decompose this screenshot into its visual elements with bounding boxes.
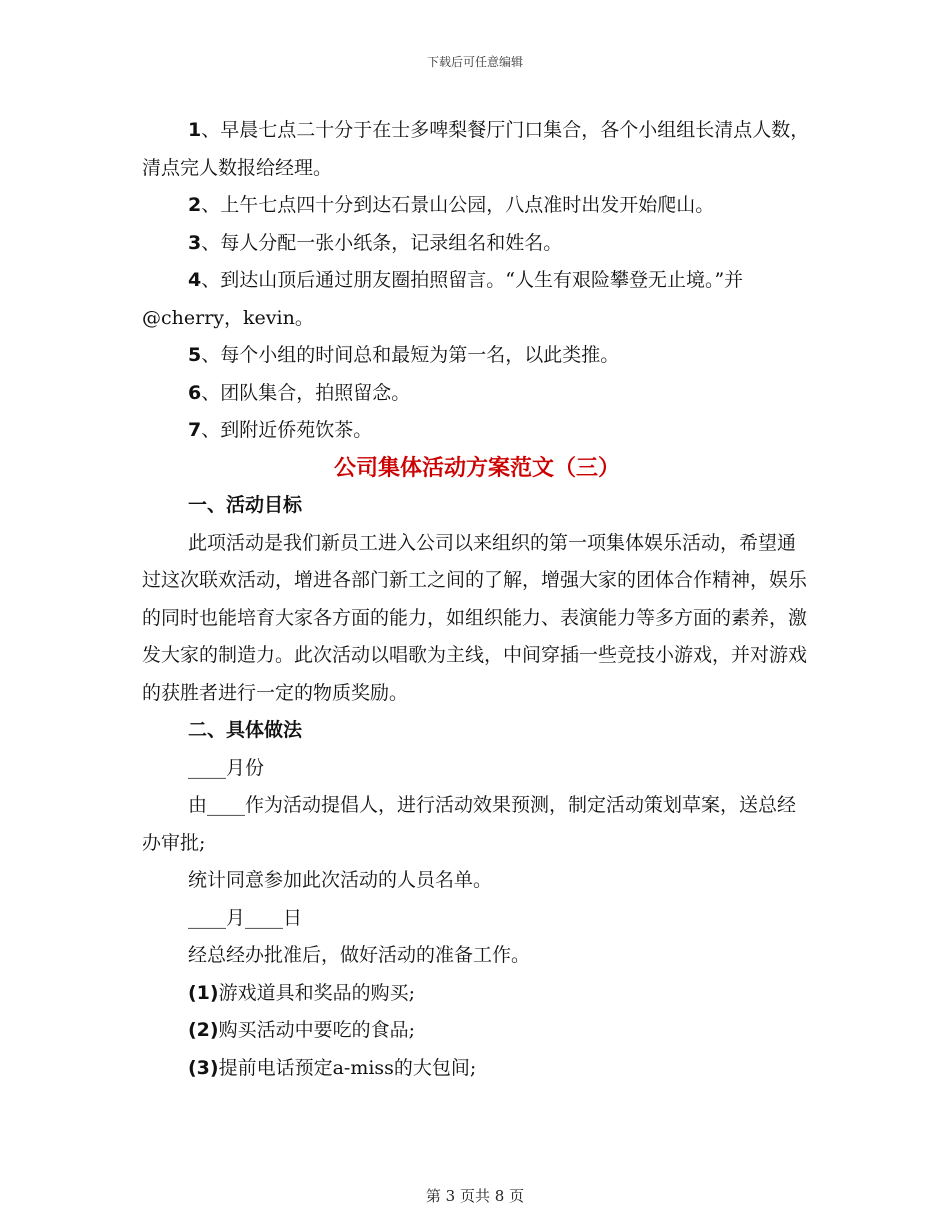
list-item-text: 、上午七点四十分到达石景山公园，八点准时出发开始爬山。 bbox=[201, 194, 715, 216]
list-item bbox=[142, 112, 812, 187]
list-item bbox=[142, 262, 812, 337]
list-item bbox=[142, 375, 812, 413]
list-item bbox=[142, 412, 812, 450]
list-item-number: 4 bbox=[188, 269, 202, 291]
sub-list-item bbox=[142, 1050, 812, 1088]
list-item-text: 、到附近侨苑饮茶。 bbox=[201, 419, 373, 441]
section-title: 公司集体活动方案范文（三） bbox=[333, 454, 620, 481]
sub-list-item bbox=[142, 1012, 812, 1050]
list-item-text: 、每人分配一张小纸条，记录组名和姓名。 bbox=[201, 231, 563, 254]
list-item-number: 1 bbox=[188, 119, 202, 141]
document-body bbox=[142, 112, 812, 1087]
list-item-text: 、早晨七点二十分于在士多啤梨餐厅门口集合，各个小组组长清点人数，清点完人数报给经理。 bbox=[142, 119, 810, 179]
paragraph: 此项活动是我们新员工进入公司以来组织的第一项集体娱乐活动，希望通过这次联欢活动，增进各部门新工之间的了解，增强大家的团体合作精神，娱乐的同时也能培育大家各方面的能力，如组织能力、表演能力等多方面的素养，激发大家的制造力。此次活动以唱歌为主线，中间穿插一些竞技小游戏，并对游戏的获胜者进行一定的物质奖励。 bbox=[142, 531, 808, 704]
section-heading: 一、活动目标 bbox=[188, 494, 303, 516]
paragraph-line: ____月____日 bbox=[188, 906, 303, 929]
sub-list-item-number: (2) bbox=[188, 1019, 219, 1041]
list-item bbox=[142, 187, 812, 225]
list-item bbox=[142, 337, 812, 375]
list-item-text: 、团队集合，拍照留念。 bbox=[201, 381, 411, 404]
sub-list-item-number: (1) bbox=[188, 981, 219, 1004]
sub-list-item-text: 购买活动中要吃的食品; bbox=[218, 1019, 415, 1041]
list-item bbox=[142, 225, 812, 263]
sub-list-item-text: 游戏道具和奖品的购买; bbox=[218, 981, 415, 1004]
page-footer: 第 3 页共 8 页 bbox=[425, 1187, 525, 1205]
page-header: 下载后可任意编辑 bbox=[426, 55, 523, 69]
sub-list-item-number: (3) bbox=[188, 1056, 219, 1079]
list-item-number: 3 bbox=[188, 231, 202, 254]
sub-list-item-text: 提前电话预定a-miss的大包间; bbox=[218, 1056, 477, 1079]
list-item-number: 7 bbox=[188, 419, 202, 441]
list-item-number: 6 bbox=[188, 381, 202, 404]
paragraph-line: 统计同意参加此次活动的人员名单。 bbox=[188, 869, 493, 891]
section-heading: 二、具体做法 bbox=[188, 719, 303, 741]
sub-list-item bbox=[142, 975, 812, 1013]
paragraph-line: 经总经办批准后，做好活动的准备工作。 bbox=[188, 944, 531, 966]
paragraph-line: 由____作为活动提倡人，进行活动效果预测，制定活动策划草案，送总经办审批; bbox=[142, 794, 797, 854]
list-item-number: 2 bbox=[188, 194, 202, 216]
list-item-text: 、每个小组的时间总和最短为第一名，以此类推。 bbox=[201, 344, 620, 366]
list-item-number: 5 bbox=[188, 344, 202, 366]
paragraph-line: ____月份 bbox=[188, 756, 265, 779]
list-item-text: 、到达山顶后通过朋友圈拍照留言。“人生有艰险攀登无止境。”并@cherry，kevin。 bbox=[142, 269, 744, 329]
